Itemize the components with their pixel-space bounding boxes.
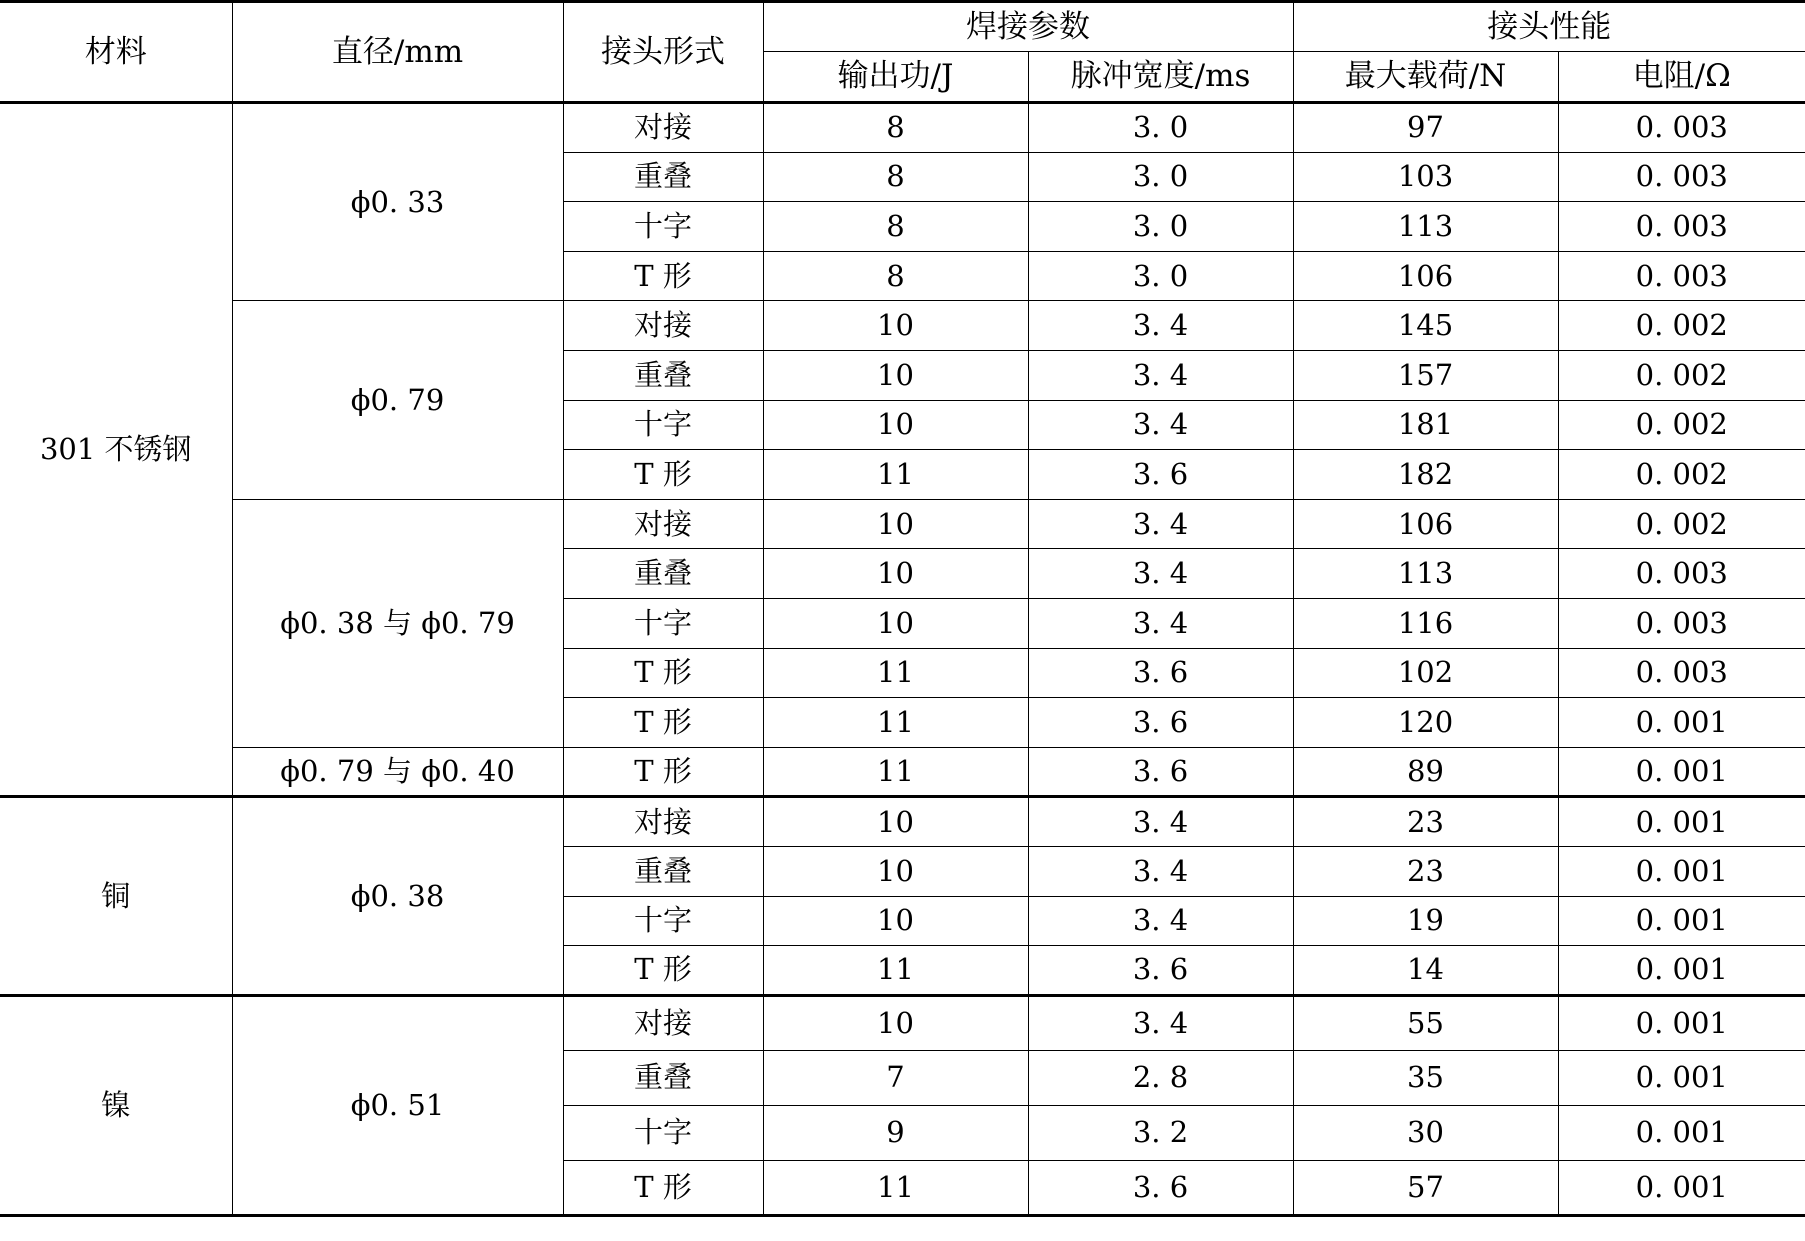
joint-form-cell: T 形 <box>563 648 763 698</box>
diameter-cell: ϕ0. 33 <box>232 103 563 301</box>
material-cell: 铜 <box>0 797 232 995</box>
resistance-cell: 0. 003 <box>1558 549 1805 599</box>
pulse-width-cell: 3. 0 <box>1028 152 1293 202</box>
output-energy-cell: 8 <box>763 251 1028 301</box>
pulse-width-cell: 3. 4 <box>1028 896 1293 946</box>
output-energy-cell: 10 <box>763 301 1028 351</box>
pulse-width-cell: 3. 4 <box>1028 846 1293 896</box>
max-load-cell: 113 <box>1293 549 1558 599</box>
joint-form-cell: T 形 <box>563 946 763 996</box>
diameter-cell: ϕ0. 79 <box>232 301 563 499</box>
material-cell: 镍 <box>0 995 232 1215</box>
table-row <box>0 797 1805 847</box>
joint-form-cell: 重叠 <box>563 152 763 202</box>
output-energy-cell: 10 <box>763 400 1028 450</box>
pulse-width-cell: 3. 6 <box>1028 450 1293 500</box>
joint-form-cell: T 形 <box>563 251 763 301</box>
max-load-cell: 106 <box>1293 251 1558 301</box>
resistance-cell: 0. 003 <box>1558 103 1805 153</box>
max-load-cell: 116 <box>1293 598 1558 648</box>
resistance-cell: 0. 001 <box>1558 1105 1805 1160</box>
resistance-cell: 0. 002 <box>1558 499 1805 549</box>
joint-form-cell: T 形 <box>563 747 763 797</box>
output-energy-cell: 8 <box>763 103 1028 153</box>
pulse-width-cell: 3. 0 <box>1028 103 1293 153</box>
max-load-cell: 55 <box>1293 995 1558 1050</box>
header-material: 材料 <box>0 2 232 103</box>
pulse-width-cell: 2. 8 <box>1028 1050 1293 1105</box>
joint-form-cell: T 形 <box>563 1160 763 1215</box>
pulse-width-cell: 3. 6 <box>1028 946 1293 996</box>
resistance-cell: 0. 002 <box>1558 301 1805 351</box>
joint-form-cell: 重叠 <box>563 549 763 599</box>
joint-form-cell: 十字 <box>563 202 763 252</box>
resistance-cell: 0. 003 <box>1558 202 1805 252</box>
joint-form-cell: 十字 <box>563 400 763 450</box>
output-energy-cell: 10 <box>763 797 1028 847</box>
max-load-cell: 106 <box>1293 499 1558 549</box>
resistance-cell: 0. 002 <box>1558 450 1805 500</box>
resistance-cell: 0. 002 <box>1558 400 1805 450</box>
output-energy-cell: 11 <box>763 698 1028 748</box>
pulse-width-cell: 3. 4 <box>1028 499 1293 549</box>
max-load-cell: 120 <box>1293 698 1558 748</box>
pulse-width-cell: 3. 6 <box>1028 747 1293 797</box>
resistance-cell: 0. 001 <box>1558 797 1805 847</box>
max-load-cell: 182 <box>1293 450 1558 500</box>
pulse-width-cell: 3. 6 <box>1028 648 1293 698</box>
joint-form-cell: 对接 <box>563 797 763 847</box>
diameter-cell: ϕ0. 38 <box>232 797 563 995</box>
output-energy-cell: 8 <box>763 202 1028 252</box>
pulse-width-cell: 3. 4 <box>1028 797 1293 847</box>
resistance-cell: 0. 001 <box>1558 698 1805 748</box>
header-welding-params: 焊接参数 <box>763 2 1293 52</box>
resistance-cell: 0. 001 <box>1558 1160 1805 1215</box>
joint-form-cell: 重叠 <box>563 846 763 896</box>
pulse-width-cell: 3. 4 <box>1028 301 1293 351</box>
output-energy-cell: 11 <box>763 747 1028 797</box>
pulse-width-cell: 3. 4 <box>1028 995 1293 1050</box>
table-body <box>0 103 1805 1216</box>
joint-form-cell: 重叠 <box>563 350 763 400</box>
max-load-cell: 19 <box>1293 896 1558 946</box>
table-row <box>0 103 1805 153</box>
max-load-cell: 181 <box>1293 400 1558 450</box>
max-load-cell: 103 <box>1293 152 1558 202</box>
header-diameter: 直径/mm <box>232 2 563 103</box>
max-load-cell: 14 <box>1293 946 1558 996</box>
resistance-cell: 0. 003 <box>1558 152 1805 202</box>
max-load-cell: 23 <box>1293 846 1558 896</box>
pulse-width-cell: 3. 4 <box>1028 350 1293 400</box>
resistance-cell: 0. 003 <box>1558 648 1805 698</box>
table-row <box>0 995 1805 1050</box>
pulse-width-cell: 3. 0 <box>1028 251 1293 301</box>
header-output-energy: 输出功/J <box>763 52 1028 103</box>
resistance-cell: 0. 001 <box>1558 896 1805 946</box>
diameter-cell: ϕ0. 79 与 ϕ0. 40 <box>232 747 563 797</box>
max-load-cell: 89 <box>1293 747 1558 797</box>
header-max-load: 最大载荷/N <box>1293 52 1558 103</box>
max-load-cell: 145 <box>1293 301 1558 351</box>
joint-form-cell: 重叠 <box>563 1050 763 1105</box>
table-row <box>0 499 1805 549</box>
pulse-width-cell: 3. 2 <box>1028 1105 1293 1160</box>
output-energy-cell: 11 <box>763 946 1028 996</box>
diameter-cell: ϕ0. 51 <box>232 995 563 1215</box>
output-energy-cell: 11 <box>763 450 1028 500</box>
resistance-cell: 0. 001 <box>1558 846 1805 896</box>
header-pulse-width: 脉冲宽度/ms <box>1028 52 1293 103</box>
output-energy-cell: 10 <box>763 896 1028 946</box>
max-load-cell: 113 <box>1293 202 1558 252</box>
joint-form-cell: 十字 <box>563 896 763 946</box>
resistance-cell: 0. 002 <box>1558 350 1805 400</box>
pulse-width-cell: 3. 4 <box>1028 598 1293 648</box>
resistance-cell: 0. 001 <box>1558 1050 1805 1105</box>
joint-form-cell: 对接 <box>563 103 763 153</box>
output-energy-cell: 10 <box>763 598 1028 648</box>
resistance-cell: 0. 001 <box>1558 946 1805 996</box>
output-energy-cell: 7 <box>763 1050 1028 1105</box>
joint-form-cell: 十字 <box>563 1105 763 1160</box>
output-energy-cell: 10 <box>763 350 1028 400</box>
output-energy-cell: 10 <box>763 995 1028 1050</box>
max-load-cell: 23 <box>1293 797 1558 847</box>
joint-form-cell: 十字 <box>563 598 763 648</box>
output-energy-cell: 11 <box>763 1160 1028 1215</box>
output-energy-cell: 8 <box>763 152 1028 202</box>
pulse-width-cell: 3. 6 <box>1028 698 1293 748</box>
resistance-cell: 0. 001 <box>1558 747 1805 797</box>
max-load-cell: 157 <box>1293 350 1558 400</box>
table-row <box>0 301 1805 351</box>
pulse-width-cell: 3. 6 <box>1028 1160 1293 1215</box>
max-load-cell: 102 <box>1293 648 1558 698</box>
pulse-width-cell: 3. 4 <box>1028 549 1293 599</box>
header-joint-performance: 接头性能 <box>1293 2 1805 52</box>
header-joint-form: 接头形式 <box>563 2 763 103</box>
material-cell: 301 不锈钢 <box>0 103 232 797</box>
max-load-cell: 35 <box>1293 1050 1558 1105</box>
resistance-cell: 0. 001 <box>1558 995 1805 1050</box>
output-energy-cell: 11 <box>763 648 1028 698</box>
joint-form-cell: T 形 <box>563 450 763 500</box>
output-energy-cell: 10 <box>763 549 1028 599</box>
joint-form-cell: T 形 <box>563 698 763 748</box>
pulse-width-cell: 3. 4 <box>1028 400 1293 450</box>
resistance-cell: 0. 003 <box>1558 598 1805 648</box>
joint-form-cell: 对接 <box>563 301 763 351</box>
diameter-cell: ϕ0. 38 与 ϕ0. 79 <box>232 499 563 747</box>
resistance-cell: 0. 003 <box>1558 251 1805 301</box>
output-energy-cell: 9 <box>763 1105 1028 1160</box>
joint-form-cell: 对接 <box>563 995 763 1050</box>
table-row <box>0 747 1805 797</box>
max-load-cell: 97 <box>1293 103 1558 153</box>
output-energy-cell: 10 <box>763 846 1028 896</box>
max-load-cell: 30 <box>1293 1105 1558 1160</box>
output-energy-cell: 10 <box>763 499 1028 549</box>
pulse-width-cell: 3. 0 <box>1028 202 1293 252</box>
joint-form-cell: 对接 <box>563 499 763 549</box>
header-resistance: 电阻/Ω <box>1558 52 1805 103</box>
max-load-cell: 57 <box>1293 1160 1558 1215</box>
